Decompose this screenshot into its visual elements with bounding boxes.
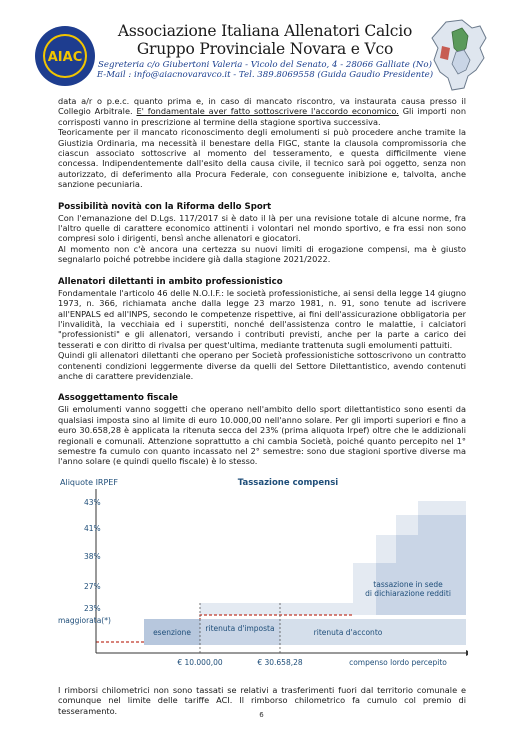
paragraph: Quindi gli allenatori dilettanti che operano per Società professionistiche sottoscrivono un contratto contenenti condizioni leggermente diverse da quelli del Settore Dilettantistico, avendo contenuti anche di carattere previdenziale. xyxy=(58,350,466,381)
paragraph: Fondamentale l'articolo 46 delle N.O.I.F.: le società professionistiche, ai sensi della legge 14 giugno 1973, n. 366, richiamata anche dalla legge 23 marzo 1981, n. 91, sono tenute ad iscrivere all'ENPALS ed all'INPS, secondo le competenze rispettive, ai fini dell'assicurazione obbligatoria per l'invalidità, la vecchiaia ed i superstiti, nonché dell'assistenza contro le malattie, i calciatori "professionisti" e gli allenatori, versando i contributi previsti, anche per la parte a carico dei tesserati e con diritto di rivalsa per quest'ultima, mediante trattenuta sugli emolumenti pattuiti. xyxy=(58,287,466,350)
x-tick-label: € 30.658,28 xyxy=(257,658,303,667)
y-tick-label: 27% xyxy=(84,582,101,591)
y-tick-label: 23% xyxy=(84,604,101,613)
paragraph xyxy=(58,96,466,127)
address-line: Segreteria c/o Giubertoni Valeria - Vicolo del Senato, 4 - 28066 Galliate (No) xyxy=(98,60,432,70)
step-note xyxy=(365,580,451,598)
paragraph: Teoricamente per il mancato riconoscimento degli emolumenti si può procedere anche tramite la Giustizia Ordinaria, ma necessità il benestare della FIGC, stante la clausola compromissoria che ciascun associato sottoscrive al momento del tesseramento, e questa difficilmente viene concessa. Indipendentemente dall'esito della causa civile, il tecnico sarà poi oggetto, senza non autorizzato, di deferimento alla Procura Federale, con conseguente inibizione e, talvolta, anche sanzione pecuniaria. xyxy=(58,127,466,190)
section-heading: Allenatori dilettanti in ambito professionistico xyxy=(58,276,283,287)
region-label: esenzione xyxy=(153,628,191,637)
paragraph: Con l'emanazione del D.Lgs. 117/2017 si è dato il là per una revisione totale di alcune norme, fra l'altro quelle di carattere economico attinenti i volontari nel mondo sportivo, e fra essi non sono compresi solo i dirigenti, bensì anche allenatori e giocatori. xyxy=(58,212,466,244)
x-axis-arrow xyxy=(466,650,468,656)
x-axis-label: compenso lordo percepito xyxy=(349,658,447,667)
group-title: Gruppo Provinciale Novara e Vco xyxy=(136,40,394,58)
region-label: ritenuta d'acconto xyxy=(313,628,383,637)
y-tick-label: 38% xyxy=(84,552,101,561)
region-label: ritenuta d'imposta xyxy=(205,624,275,633)
paragraph: I rimborsi chilometrici non sono tassati se relativi a trasferimenti fuori dal territorio comunale e comunque nel limite delle tariffe ACI. Il rimborso chilometrico fa cumulo col premio di tesseramento. xyxy=(58,685,466,716)
step-area xyxy=(376,515,466,615)
y-tick-label: maggiorata(*) xyxy=(58,616,111,625)
tax-chart xyxy=(58,475,468,680)
y-axis-label: Aliquote IRPEF xyxy=(60,478,118,487)
aiac-logo xyxy=(33,24,97,88)
section-heading: Assoggettamento fiscale xyxy=(58,393,178,404)
page-content xyxy=(58,96,466,467)
contact-line: E-Mail : info@aiacnovaravco.it - Tel. 389.8069558 (Guida Gaudio Presidente) xyxy=(96,70,434,80)
text-span: data a/r o p.e.c. quanto prima e, in caso di mancato riscontro, va instaurata causa presso il Collegio Arbitrale. xyxy=(58,96,466,117)
page-number: 6 xyxy=(259,711,264,719)
x-tick-label: € 10.000,00 xyxy=(177,658,223,667)
paragraph: Al momento non c'è ancora una certezza su nuovi limiti di erogazione compensi, ma è giusto segnalarlo poiché potrebbe incidere già dalla stagione 2021/2022. xyxy=(58,243,466,265)
step-note-text: di dichiarazione redditi xyxy=(365,589,451,598)
logo-text: AIAC xyxy=(47,50,83,65)
text-span: Gli importi non corrisposti vanno in prescrizione al termine della stagione sportiva successiva. xyxy=(58,106,467,127)
y-tick-label: 41% xyxy=(84,524,101,533)
underlined-text: E' fondamentale aver fatto sottoscrivere l'accordo economico. xyxy=(136,106,399,117)
chart-title: Tassazione compensi xyxy=(237,478,339,488)
page-header xyxy=(0,0,523,84)
step-note-text: tassazione in sede xyxy=(373,580,443,589)
paragraph: Gli emolumenti vanno soggetti che operano nell'ambito dello sport dilettantistico sono esenti da qualsiasi imposta sino al limite di euro 10.000,00 nell'anno solare. Per gli importi superiori e fino a euro 30.658,28 è applicata la ritenuta secca del 23% (prima aliquota Irpef) oltre che le addizionali regionali e comunali. Attenzione soprattutto a chi cambia Società, poiché quanto percepito nel 1° semestre fa cumulo con quanto incassato nel 2° semestre: sono due stagioni sportive diverse ma l'anno solare (e quindi quello fiscale) è lo stesso. xyxy=(58,404,466,467)
association-title: Associazione Italiana Allenatori Calcio xyxy=(117,22,413,40)
y-tick-label: 43% xyxy=(84,498,101,507)
section-heading: Possibilità novità con la Riforma dello Sport xyxy=(58,201,272,212)
province-map-logo xyxy=(428,18,490,92)
